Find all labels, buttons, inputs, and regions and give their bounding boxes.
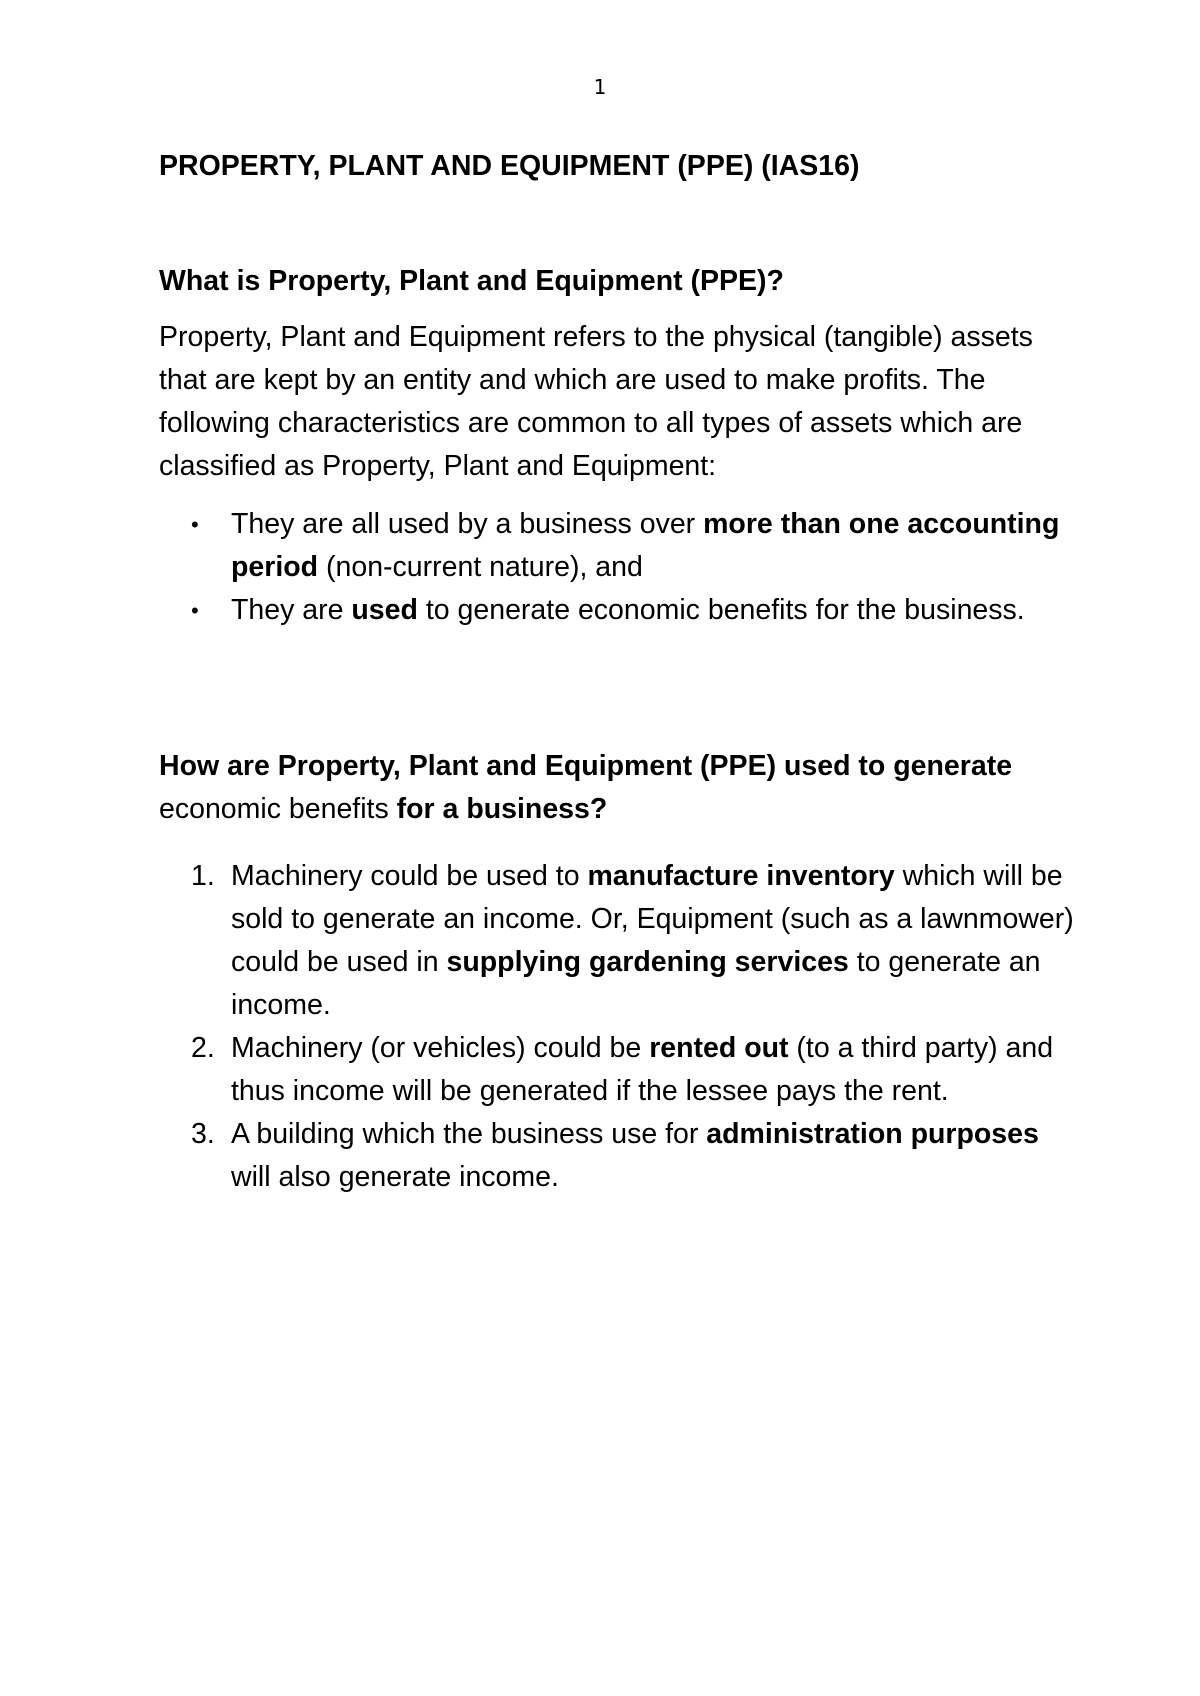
- text-run: to generate an income.: [231, 946, 1041, 1021]
- text-run: They are all used by a business over: [231, 508, 704, 540]
- text-run: to generate economic benefits for the business.: [417, 594, 1025, 626]
- list-number: 2.: [191, 1032, 215, 1064]
- page-number: 1: [593, 75, 607, 99]
- document-body: [159, 145, 1079, 1199]
- heading-normal-part: economic benefits: [159, 793, 397, 825]
- text-run: which will be sold to generate an income. Or, Equipment (such as a lawnmower) could be used in: [231, 860, 1074, 978]
- text-run: (non-current nature), and: [318, 551, 643, 583]
- emphasis-text: manufacture inventory: [587, 860, 895, 892]
- text-run: Machinery could be used to: [231, 860, 588, 892]
- bullet-icon: •: [191, 512, 199, 537]
- heading-bold-part: for a business?: [396, 793, 608, 825]
- heading-bold-part: How are Property, Plant and Equipment (PPE) used to generate: [159, 750, 1013, 782]
- text-run: A building which the business use for: [231, 1118, 707, 1150]
- emphasis-text: used: [351, 594, 418, 626]
- list-number: 1.: [191, 860, 215, 892]
- list-item: [159, 855, 1079, 1027]
- list-item: [159, 589, 1079, 632]
- document-title: PROPERTY, PLANT AND EQUIPMENT (PPE) (IAS16): [159, 150, 860, 182]
- text-run: Machinery (or vehicles) could be: [231, 1032, 650, 1064]
- text-run: will also generate income.: [231, 1161, 559, 1193]
- uses-list: [159, 855, 1079, 1199]
- text-run: (to a third party) and thus income will be generated if the lessee pays the rent.: [231, 1032, 1054, 1107]
- characteristics-list: [159, 503, 1079, 632]
- emphasis-text: rented out: [649, 1032, 789, 1064]
- list-number: 3.: [191, 1118, 215, 1150]
- text-run: They are: [231, 594, 352, 626]
- emphasis-text: administration purposes: [706, 1118, 1039, 1150]
- list-item: [159, 1113, 1079, 1199]
- emphasis-text: more than one accounting period: [231, 508, 1060, 583]
- list-item: [159, 503, 1079, 589]
- definition-paragraph: Property, Plant and Equipment refers to the physical (tangible) assets that are kept by an entity and which are used to make profits. The following characteristics are common to all types of assets which are classified as Property, Plant and Equipment:: [159, 321, 1033, 482]
- section-heading-what-is-ppe: What is Property, Plant and Equipment (PPE)?: [159, 265, 784, 297]
- section-heading-how-ppe-used: [159, 745, 1079, 831]
- emphasis-text: supplying gardening services: [446, 946, 849, 978]
- bullet-icon: •: [191, 598, 199, 623]
- list-item: [159, 1027, 1079, 1113]
